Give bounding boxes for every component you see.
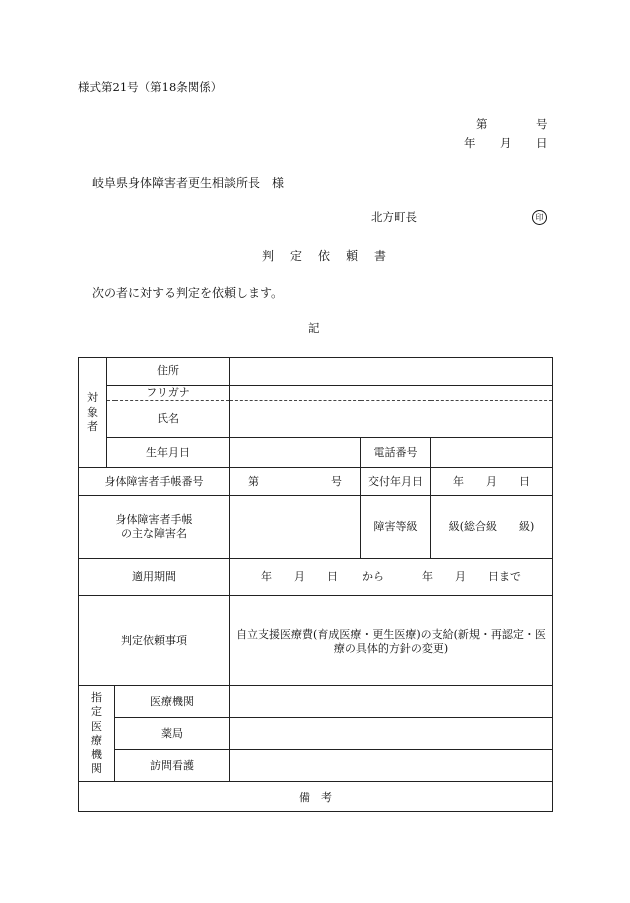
period-label: 適用期間: [79, 559, 230, 596]
furigana-field[interactable]: [230, 386, 553, 401]
address-label: 住所: [107, 358, 230, 386]
remarks-field[interactable]: [79, 782, 553, 812]
sender-name: 北方町長: [371, 210, 417, 224]
period-to-month: 月: [455, 570, 466, 584]
request-text: 自立支援医療費(育成医療・更生医療)の支給(新規・再認定・医療の具体的方針の変更): [230, 596, 553, 686]
hospital-field[interactable]: [230, 686, 553, 718]
addressee: 岐阜県身体障害者更生相談所長 様: [92, 176, 285, 190]
name-field[interactable]: [230, 401, 553, 438]
doc-title: 判 定 依 頼 書: [262, 249, 389, 263]
period-from-month: 月: [294, 570, 305, 584]
request-form-table: [78, 357, 553, 812]
handbook-number-label: 身体障害者手帳番号: [79, 468, 230, 496]
seal-mark: [532, 210, 547, 225]
phone-label: 電話番号: [361, 438, 431, 468]
issue-day: 日: [519, 474, 530, 488]
name-label: 氏名: [107, 401, 230, 438]
doc-number-suffix: 号: [536, 117, 548, 131]
disability-name-label: 身体障害者手帳 の主な障害名: [79, 496, 230, 559]
birth-label: 生年月日: [107, 438, 230, 468]
date-month: 月: [500, 136, 512, 150]
disability-name-field[interactable]: [230, 496, 361, 559]
period-to-day: 日まで: [488, 570, 521, 584]
disability-grade-label: 障害等級: [361, 496, 431, 559]
pharmacy-field[interactable]: [230, 718, 553, 750]
intro-text: 次の者に対する判定を依頼します。: [92, 286, 284, 300]
period-from-year: 年: [261, 570, 272, 584]
institution-group-label: 指 定 医 療 機 関: [79, 686, 115, 782]
hospital-label: 医療機関: [115, 686, 230, 718]
date-year: 年: [464, 136, 476, 150]
ki-label: 記: [308, 321, 320, 335]
subject-group-label: 対 象 者: [79, 358, 107, 468]
request-label: 判定依頼事項: [79, 596, 230, 686]
pharmacy-label: 薬局: [115, 718, 230, 750]
seal-icon: 印: [532, 210, 547, 225]
remarks-label: 備 考: [299, 790, 332, 804]
period-field[interactable]: [230, 559, 553, 596]
grade-value: 級(総合級: [448, 520, 497, 534]
doc-number-prefix: 第: [476, 117, 488, 131]
issue-date-label: 交付年月日: [361, 468, 431, 496]
address-field[interactable]: [230, 358, 553, 386]
period-to-year: 年: [422, 570, 433, 584]
furigana-label: フリガナ: [107, 386, 230, 401]
handbook-number-prefix: 第: [248, 474, 259, 488]
issue-month: 月: [486, 474, 497, 488]
date-day: 日: [536, 136, 548, 150]
nursing-field[interactable]: [230, 750, 553, 782]
issue-date-field[interactable]: [431, 468, 553, 496]
handbook-number-field[interactable]: [230, 468, 361, 496]
handbook-number-suffix: 号: [331, 474, 342, 488]
disability-grade-field[interactable]: [431, 496, 553, 559]
phone-field[interactable]: [431, 438, 553, 468]
grade-value-end: 級): [519, 520, 535, 534]
form-number: 様式第21号（第18条関係）: [78, 80, 223, 94]
nursing-label: 訪問看護: [115, 750, 230, 782]
birth-field[interactable]: [230, 438, 361, 468]
period-from-day: 日: [327, 570, 338, 584]
issue-year: 年: [453, 474, 464, 488]
period-from-word: から: [362, 570, 384, 584]
